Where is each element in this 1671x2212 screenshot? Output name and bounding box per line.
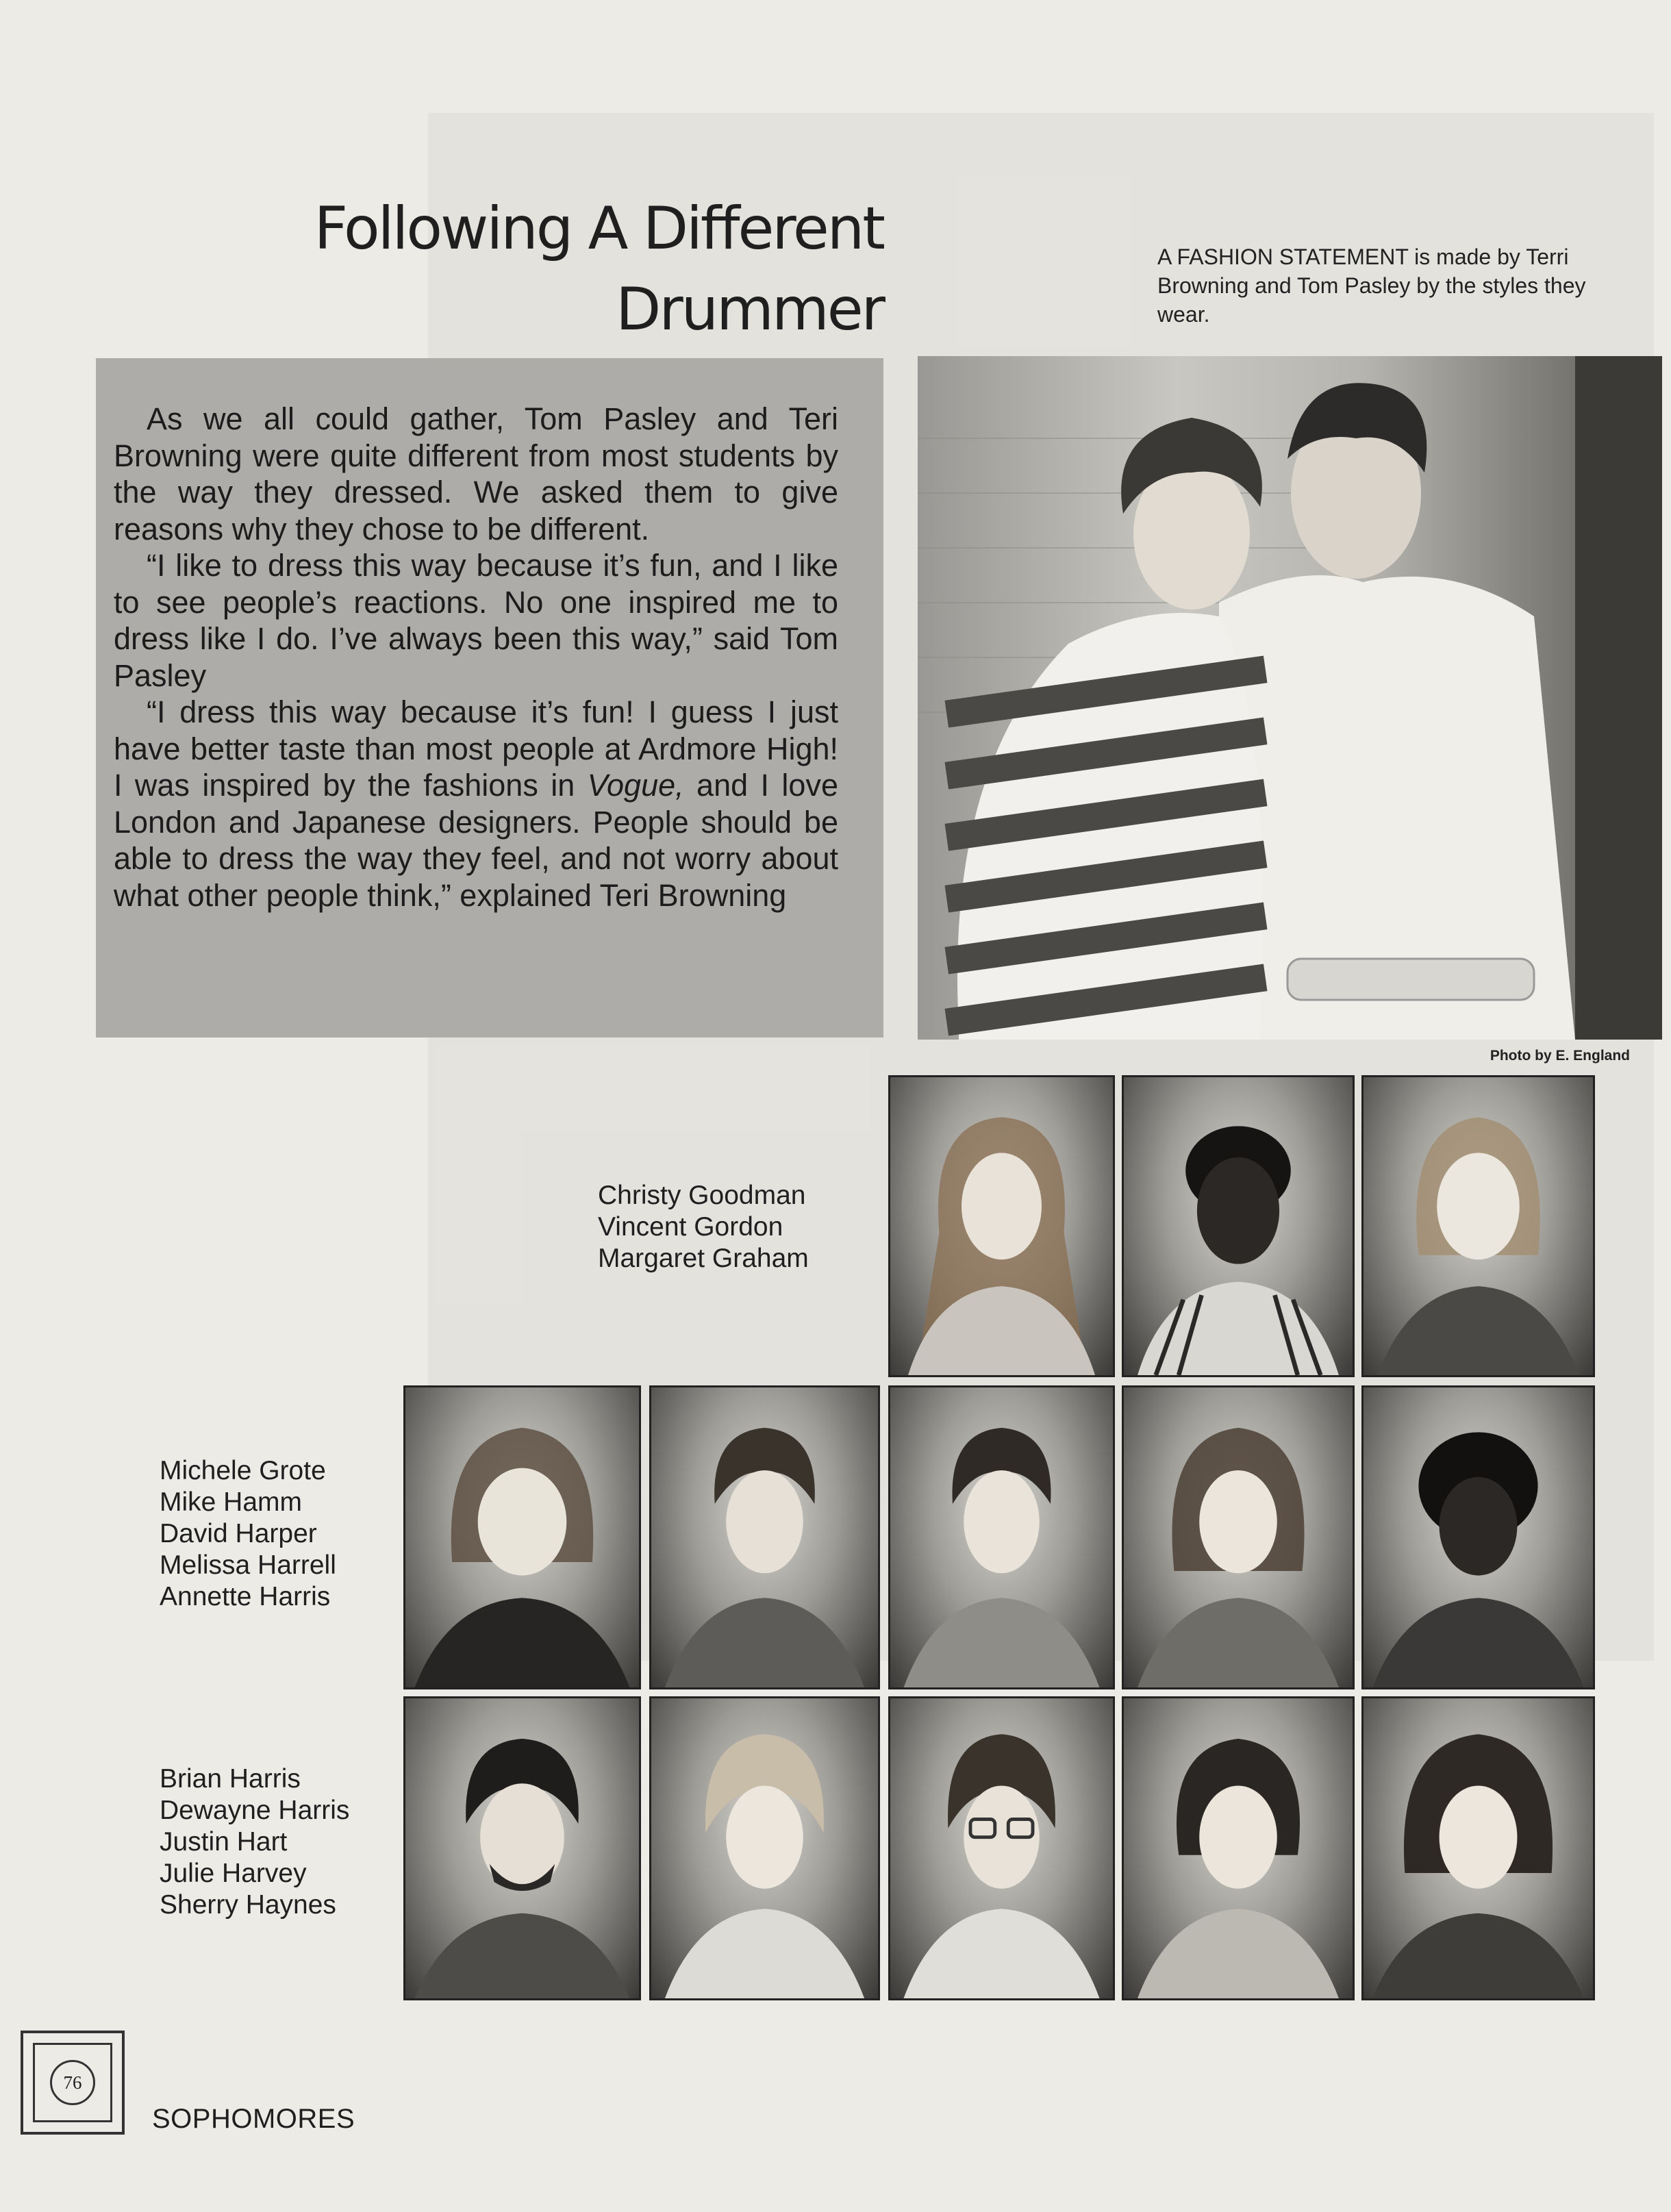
name-julie-harvey: Julie Harvey xyxy=(160,1859,307,1888)
name-dewayne-harris: Dewayne Harris xyxy=(160,1796,350,1825)
portrait-david-harper xyxy=(888,1385,1115,1689)
portrait-christy-goodman xyxy=(888,1075,1115,1377)
story-paragraph-3 xyxy=(114,694,838,914)
row-3-names xyxy=(160,1763,349,1921)
portrait-michele-grote xyxy=(403,1385,641,1689)
page-headline xyxy=(192,188,883,350)
name-justin-hart: Justin Hart xyxy=(160,1827,288,1857)
story-p3-text-b: and I love London and Japanese designers. People should be able to dress the way they feel, and not worry about what other people think,” explained Teri Browning xyxy=(114,768,838,913)
portrait-mike-hamm xyxy=(649,1385,880,1689)
page-number: 76 xyxy=(50,2060,95,2105)
story-box xyxy=(96,358,883,1038)
name-margaret-graham: Margaret Graham xyxy=(598,1244,809,1273)
feature-photo-caption: A FASHION STATEMENT is made by Terri Browning and Tom Pasley by the styles they wear. xyxy=(1157,244,1586,327)
portrait-annette-harris xyxy=(1361,1385,1595,1689)
portrait-dewayne-harris xyxy=(649,1696,880,2000)
name-sherry-haynes: Sherry Haynes xyxy=(160,1890,336,1920)
portrait-brian-harris xyxy=(403,1696,641,2000)
page-number-frame xyxy=(21,2031,125,2135)
name-vincent-gordon: Vincent Gordon xyxy=(598,1212,783,1242)
portrait-justin-hart xyxy=(888,1696,1115,2000)
headline-line-2: Drummer xyxy=(616,275,883,344)
story-p3-italic-vogue: Vogue, xyxy=(587,768,684,803)
portrait-margaret-graham xyxy=(1361,1075,1595,1377)
page-number-inner-frame xyxy=(33,2043,112,2122)
photo-credit: Photo by E. England xyxy=(1490,1048,1630,1064)
row-2-names xyxy=(160,1455,336,1613)
name-david-harper: David Harper xyxy=(160,1519,317,1548)
name-mike-hamm: Mike Hamm xyxy=(160,1487,303,1517)
story-paragraph-2: “I like to dress this way because it’s fun, and I like to see people’s reactions. No one inspired me to dress like I do. I’ve always been this way,” said Tom Pasley xyxy=(114,548,838,693)
name-melissa-harrell: Melissa Harrell xyxy=(160,1550,336,1580)
name-annette-harris: Annette Harris xyxy=(160,1582,331,1611)
name-christy-goodman: Christy Goodman xyxy=(598,1181,806,1210)
name-brian-harris: Brian Harris xyxy=(160,1764,301,1794)
section-label: SOPHOMORES xyxy=(152,2104,355,2134)
portrait-vincent-gordon xyxy=(1122,1075,1355,1377)
row-1-names xyxy=(598,1180,809,1274)
feature-photo-illustration xyxy=(918,356,1662,1040)
name-michele-grote: Michele Grote xyxy=(160,1456,326,1485)
portrait-julie-harvey xyxy=(1122,1696,1355,2000)
story-paragraph-1: As we all could gather, Tom Pasley and Teri Browning were quite different from most students by the way they dressed. We asked them to give reasons why they chose to be different. xyxy=(114,401,838,546)
portrait-melissa-harrell xyxy=(1122,1385,1355,1689)
story-p3-text-a: “I dress this way because it’s fun! I guess I just have better taste than most people at Ardmore High! I was inspired by the fashions in xyxy=(114,694,838,803)
headline-line-1: Following A Different xyxy=(314,194,883,263)
portrait-sherry-haynes xyxy=(1361,1696,1595,2000)
feature-photo xyxy=(918,356,1662,1040)
